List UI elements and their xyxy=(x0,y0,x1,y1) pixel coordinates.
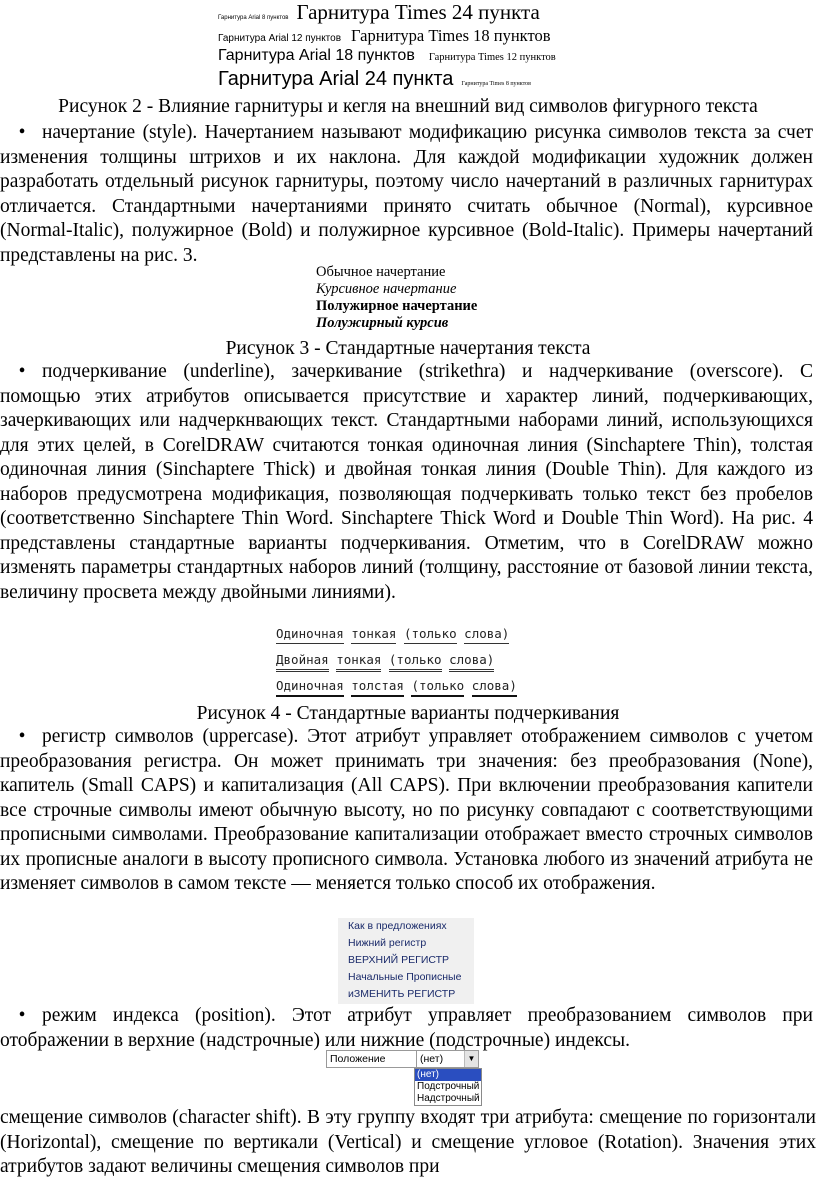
style-normal: Обычное начертание xyxy=(316,264,446,280)
figure-3-styles xyxy=(316,264,477,332)
position-option[interactable]: Надстрочный xyxy=(417,1093,480,1104)
font-sample: Гарнитура Times 8 пунктов xyxy=(461,81,531,87)
font-sample: Гарнитура Times 18 пунктов xyxy=(351,26,551,45)
chevron-down-icon[interactable]: ▼ xyxy=(464,1051,478,1067)
paragraph-case: • регистр символов (uppercase). Этот атрибут управляет отображением символов с учетом преобразования регистра. Он может принимать три значения: без преобразования (None), капитель (Small CAPS) и капитализация (All CAPS). При включении преобразования капители все строчные символы имеют обычную высоту, но по рисунку совпадают с соответствующими прописными символами. Преобразование капитализации отображает вместо строчных символов их прописные аналоги в высоту прописного символа. Установка любого из значений атрибута не изменяет символов в самом тексте — меняется только способ их отображения. xyxy=(0,726,813,894)
font-sample-row xyxy=(218,2,618,26)
case-menu-item[interactable]: ВЕРХНИЙ РЕГИСТР xyxy=(348,954,450,966)
font-sample-row xyxy=(218,28,618,48)
position-options xyxy=(414,1068,482,1106)
figure-4-caption: Рисунок 4 - Стандартные варианты подчеркивания xyxy=(196,703,620,724)
paragraph-style: • начертание (style). Начертанием называют модификацию рисунка символов текста за счет изменения толщины штрихов и их наклона. Для каждой модификации художник должен разработать отдельный рисунок гарнитуры, поэтому число начертаний в различных гарнитурах отличается. Стандартными начертаниями принято считать обычное (Normal), курсивное (Normal-Italic), полужирное (Bold) и полужирное курсивное (Bold-Italic). Примеры начертаний представлены на рис. 3. xyxy=(0,122,813,266)
font-sample: Гарнитура Arial 12 пунктов xyxy=(218,33,342,44)
underline-sample-thin: Одиночная тонкая (только слова) xyxy=(276,626,517,652)
case-menu-item[interactable]: Начальные Прописные xyxy=(348,971,462,983)
bullet-icon: • xyxy=(18,122,26,143)
paragraph-underline: • подчеркивание (underline), зачеркивание (strikethra) и надчеркивание (overscore). С помощью этих атрибутов описывается присутствие и характер линий, подчеркивающих, зачеркивающих или надчеркнвающих текст. Стандартными наборами линий, использующихся для этих целей, в CorelDRAW считаются тонкая одиночная линия (Sinchaptere Thin), толстая одиночная линия (Sinchaptere Thick) и двойная тонкая линия (Double Thin). Для каждого из наборов предусмотрена модификация, позволяющая подчеркивать только текст без пробелов (соответственно Sinchaptere Thin Word. Sinchaptere Thick Word и Double Thin Word). На рис. 4 представлены стандартные варианты подчеркивания. Отметим, что в CorelDRAW можно изменять параметры стандартных наборов линий (толщину, расстояние от базовой линии текста, величину просвета между двойными линиями). xyxy=(0,361,813,603)
figure-2-font-samples xyxy=(218,2,618,93)
style-bold-italic: Полужирный курсив xyxy=(316,315,449,331)
font-sample-row xyxy=(218,48,618,68)
font-sample: Гарнитура Times 24 пункта xyxy=(296,0,540,24)
font-sample: Гарнитура Times 12 пунктов xyxy=(428,52,556,63)
case-menu-item[interactable]: Как в предложениях xyxy=(348,920,447,932)
case-menu-item[interactable]: Нижний регистр xyxy=(348,937,427,949)
paragraph-position: • режим индекса (position). Этот атрибут управляет преобразованием символов при отображении в верхние (надстрочные) или нижние (подстрочные) индексы. xyxy=(0,1005,813,1051)
position-select[interactable]: (нет) ▼ xyxy=(416,1050,479,1068)
style-italic: Курсивное начертание xyxy=(316,281,457,297)
font-sample: Гарнитура Arial 24 пункта xyxy=(218,68,454,90)
bullet-icon: • xyxy=(18,726,26,747)
paragraph-shift: смещение символов (character shift). В эту группу входят три атрибута: смещение по горизонтали (Horizontal), смещение по вертикали (Vertical) и смещение угловое (Rotation). Значения этих атрибутов задают величины смещения символов при xyxy=(0,1107,816,1177)
case-menu xyxy=(338,918,474,1004)
bullet-icon: • xyxy=(18,1005,26,1026)
font-sample: Гарнитура Arial 8 пунктов xyxy=(218,15,289,21)
bullet-icon: • xyxy=(18,361,26,382)
font-sample: Гарнитура Arial 18 пунктов xyxy=(218,47,415,64)
position-label: Положение xyxy=(326,1050,417,1068)
position-option[interactable]: Подстрочный xyxy=(417,1081,480,1092)
figure-2-caption: Рисунок 2 - Влияние гарнитуры и кегля на внешний вид символов фигурного текста xyxy=(58,96,758,117)
style-bold: Полужирное начертание xyxy=(316,298,478,314)
case-menu-item[interactable]: иЗМЕНИТЬ РЕГИСТР xyxy=(348,988,456,1000)
position-option[interactable]: (нет) xyxy=(415,1069,481,1081)
figure-3-caption: Рисунок 3 - Стандартные начертания текста xyxy=(225,338,591,359)
underline-sample-double: Двойная тонкая (только слова) xyxy=(276,652,517,678)
figure-4-underlines xyxy=(276,626,517,704)
font-sample-row xyxy=(218,69,618,93)
underline-sample-thick: Одиночная толстая (только слова) xyxy=(276,678,517,704)
